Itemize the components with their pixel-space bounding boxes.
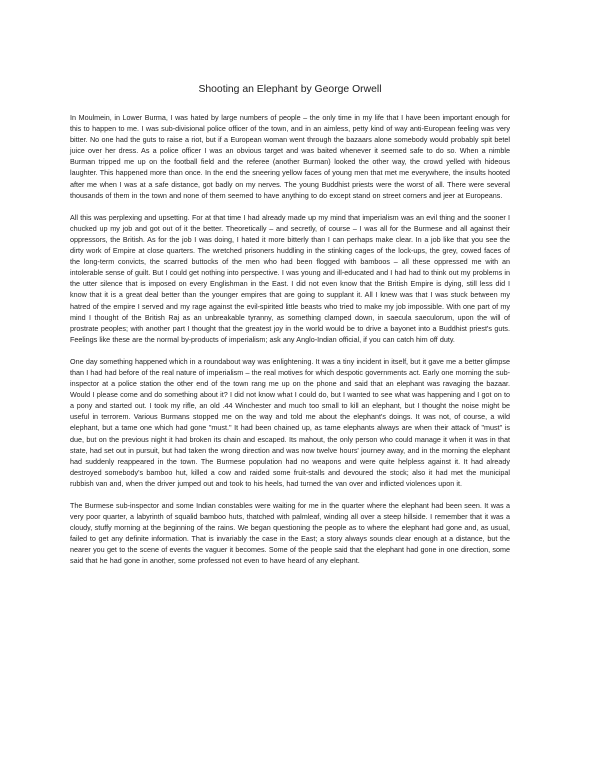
paragraph-4: The Burmese sub-inspector and some Indian constables were waiting for me in the quarter where the elephant had been seen. It was a very poor quarter, a labyrinth of squalid bamboo huts, thatched with palmleaf, winding all over a steep hillside. I remember that it was a cloudy, stuffy morning at the beginning of the rains. We began questioning the people as to where the elephant had gone and, as usual, failed to get any definite information. That is invariably the case in the East; a story always sounds clear enough at a distance, but the nearer you get to the scene of events the vaguer it becomes. Some of the people said that the elephant had gone in one direction, some said that he had gone in another, some professed not even to have heard of any elephant.	[70, 501, 510, 566]
paragraph-2: All this was perplexing and upsetting. For at that time I had already made up my mind that imperialism was an evil thing and the sooner I chucked up my job and got out of it the better. Theoretically – and secretly, of course – I was all for the Burmese and all against their oppressors, the British. As for the job I was doing, I hated it more bitterly than I can perhaps make clear. In a job like that you see the dirty work of Empire at close quarters. The wretched prisoners huddling in the stinking cages of the lock-ups, the grey, cowed faces of the long-term convicts, the scarred buttocks of the men who had been flogged with bamboos – all these oppressed me with an intolerable sense of guilt. But I could get nothing into perspective. I was young and ill-educated and I had had to think out my problems in the utter silence that is imposed on every Englishman in the East. I did not even know that the British Empire is dying, still less did I know that it is a great deal better than the younger empires that are going to supplant it. All I knew was that I was stuck between my hatred of the empire I served and my rage against the evil-spirited little beasts who tried to make my job impossible. With one part of my mind I thought of the British Raj as an unbreakable tyranny, as something clamped down, in saecula saeculorum, upon the will of prostrate peoples; with another part I thought that the greatest joy in the world would be to drive a bayonet into a Buddhist priest's guts. Feelings like these are the normal by-products of imperialism; ask any Anglo-Indian official, if you can catch him off duty.	[70, 212, 510, 344]
document-title: Shooting an Elephant by George Orwell	[198, 84, 382, 95]
document-body	[70, 112, 510, 567]
paragraph-1: In Moulmein, in Lower Burma, I was hated by large numbers of people – the only time in my life that I have been important enough for this to happen to me. I was sub-divisional police officer of the town, and in an aimless, petty kind of way anti-European feeling was very bitter. No one had the guts to raise a riot, but if a European woman went through the bazaars alone somebody would probably spit betel juice over her dress. As a police officer I was an obvious target and was baited whenever it seemed safe to do so. When a nimble Burman tripped me up on the football field and the referee (another Burman) looked the other way, the crowd yelled with hideous laughter. This happened more than once. In the end the sneering yellow faces of young men that met me everywhere, the insults hooted after me when I was at a safe distance, got badly on my nerves. The young Buddhist priests were the worst of all. There were several thousands of them in the town and none of them seemed to have anything to do except stand on street corners and jeer at Europeans.	[70, 113, 510, 200]
paragraph-3: One day something happened which in a roundabout way was enlightening. It was a tiny incident in itself, but it gave me a better glimpse than I had had before of the real nature of imperialism – the real motives for which despotic governments act. Early one morning the sub-inspector at a police station the other end of the town rang me up on the phone and said that an elephant was ravaging the bazaar. Would I please come and do something about it? I did not know what I could do, but I wanted to see what was happening and I got on to a pony and started out. I took my rifle, an old .44 Winchester and much too small to kill an elephant, but I thought the noise might be useful in terrorem. Various Burmans stopped me on the way and told me about the elephant's doings. It was not, of course, a wild elephant, but a tame one which had gone "must." It had been chained up, as tame elephants always are when their attack of "must" is due, but on the previous night it had broken its chain and escaped. Its mahout, the only person who could manage it when it was in that state, had set out in pursuit, but had taken the wrong direction and was now twelve hours' journey away, and in the morning the elephant had suddenly reappeared in the town. The Burmese population had no weapons and were quite helpless against it. It had already destroyed somebody's bamboo hut, killed a cow and raided some fruit-stalls and devoured the stock; also it had met the municipal rubbish van and, when the driver jumped out and took to his heels, had turned the van over and inflicted violences upon it.	[70, 356, 510, 488]
